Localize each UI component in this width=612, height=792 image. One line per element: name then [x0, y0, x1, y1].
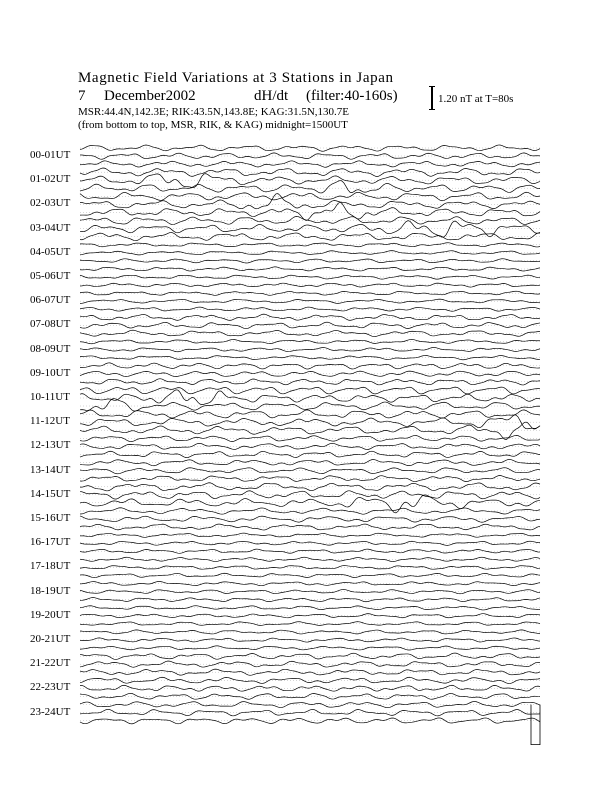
hour-label: 10-11UT — [30, 391, 70, 403]
trace-rik — [80, 468, 540, 474]
hour-label: 01-02UT — [30, 173, 71, 186]
station-coordinates: MSR:44.4N,142.3E; RIK:43.5N,143.8E; KAG:31.5N,130.7E — [78, 106, 350, 118]
trace-rik — [80, 251, 540, 255]
filter-label: (filter:40-160s) — [306, 88, 398, 104]
trace-rik — [80, 415, 540, 429]
hour-label: 18-19UT — [30, 584, 71, 597]
trace-kag — [80, 330, 540, 336]
hour-label: 05-06UT — [30, 270, 71, 282]
hour-label: 22-23UT — [30, 681, 71, 694]
hour-label: 15-16UT — [30, 512, 71, 524]
hour-label: 06-07UT — [30, 294, 71, 307]
hour-label: 09-10UT — [30, 366, 71, 379]
trace-kag — [80, 399, 540, 411]
trace-kag — [80, 451, 540, 457]
trace-rik — [80, 194, 540, 209]
trace-msr — [80, 630, 540, 634]
hour-label: 16-17UT — [30, 536, 71, 549]
hour-label: 20-21UT — [30, 633, 71, 645]
trace-kag — [80, 233, 540, 241]
hour-label: 12-13UT — [30, 439, 71, 452]
end-marker — [531, 705, 540, 745]
trace-rik — [80, 638, 540, 642]
hour-label: 08-09UT — [30, 342, 71, 355]
trace-rik — [80, 390, 540, 405]
scale-label: 1.20 nT at T=80s — [438, 93, 514, 105]
hour-label: 07-08UT — [30, 318, 71, 331]
hour-label: 23-24UT — [30, 705, 71, 718]
trace-kag — [80, 181, 540, 193]
trace-kag — [80, 202, 540, 220]
trace-kag — [80, 718, 540, 724]
hour-label: 04-05UT — [30, 245, 71, 258]
hour-label: 00-01UT — [30, 149, 71, 161]
trace-msr — [80, 387, 540, 394]
date-label: December2002 — [104, 88, 196, 104]
hour-label: 02-03UT — [30, 197, 71, 210]
chart-title: Magnetic Field Variations at 3 Stations in Japan — [78, 70, 394, 86]
hour-label: 14-15UT — [30, 487, 71, 500]
trace-msr — [80, 168, 540, 176]
hour-label: 11-12UT — [30, 415, 70, 428]
trace-rik — [80, 174, 540, 188]
hour-label: 17-18UT — [30, 560, 71, 573]
day-label: 7 — [78, 88, 86, 104]
station-order-note: (from bottom to top, MSR, RIK, & KAG) midnight=1500UT — [78, 119, 348, 131]
trace-rik — [80, 541, 540, 545]
hour-label: 13-14UT — [30, 463, 71, 476]
trace-kag — [80, 622, 540, 626]
trace-msr — [80, 701, 540, 707]
hour-label: 03-04UT — [30, 221, 71, 234]
quantity-label: dH/dt — [254, 88, 289, 104]
trace-kag — [80, 161, 540, 167]
hour-label: 19-20UT — [30, 608, 71, 621]
hour-label: 21-22UT — [30, 657, 71, 670]
